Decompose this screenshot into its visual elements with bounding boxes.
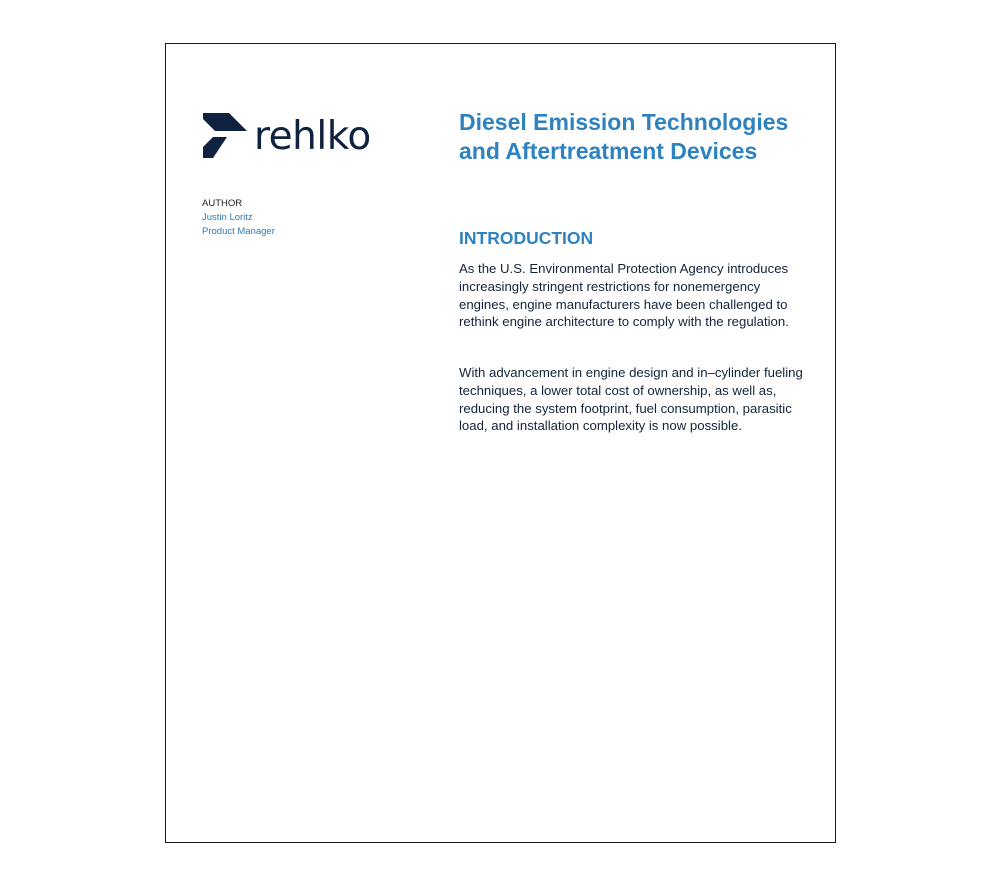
author-role: Product Manager (202, 226, 275, 237)
arrow-chevron-logo-icon (202, 112, 248, 160)
document-title-line-1: Diesel Emission Technologies (459, 109, 789, 135)
author-block (202, 197, 275, 239)
author-name: Justin Loritz (202, 212, 253, 223)
brand-logo (202, 110, 371, 162)
section-heading-introduction: INTRODUCTION (459, 228, 594, 248)
intro-paragraph-1: As the U.S. Environmental Protection Agency introduces increasingly stringent restrictions for nonemergency engines, engine manufacturers have been challenged to rethink engine architecture to comply with the regulation. (459, 261, 789, 330)
document-title-line-2: and Aftertreatment Devices (459, 138, 758, 164)
document-page (165, 43, 836, 843)
brand-wordmark: rehlko (254, 113, 371, 159)
author-heading: AUTHOR (202, 198, 243, 209)
document-title (459, 108, 819, 166)
intro-paragraph-2: With advancement in engine design and in–cylinder fueling techniques, a lower total cost of ownership, as well as, reducing the system footprint, fuel consumption, parasitic load, and installation complexity is now possible. (459, 365, 803, 434)
